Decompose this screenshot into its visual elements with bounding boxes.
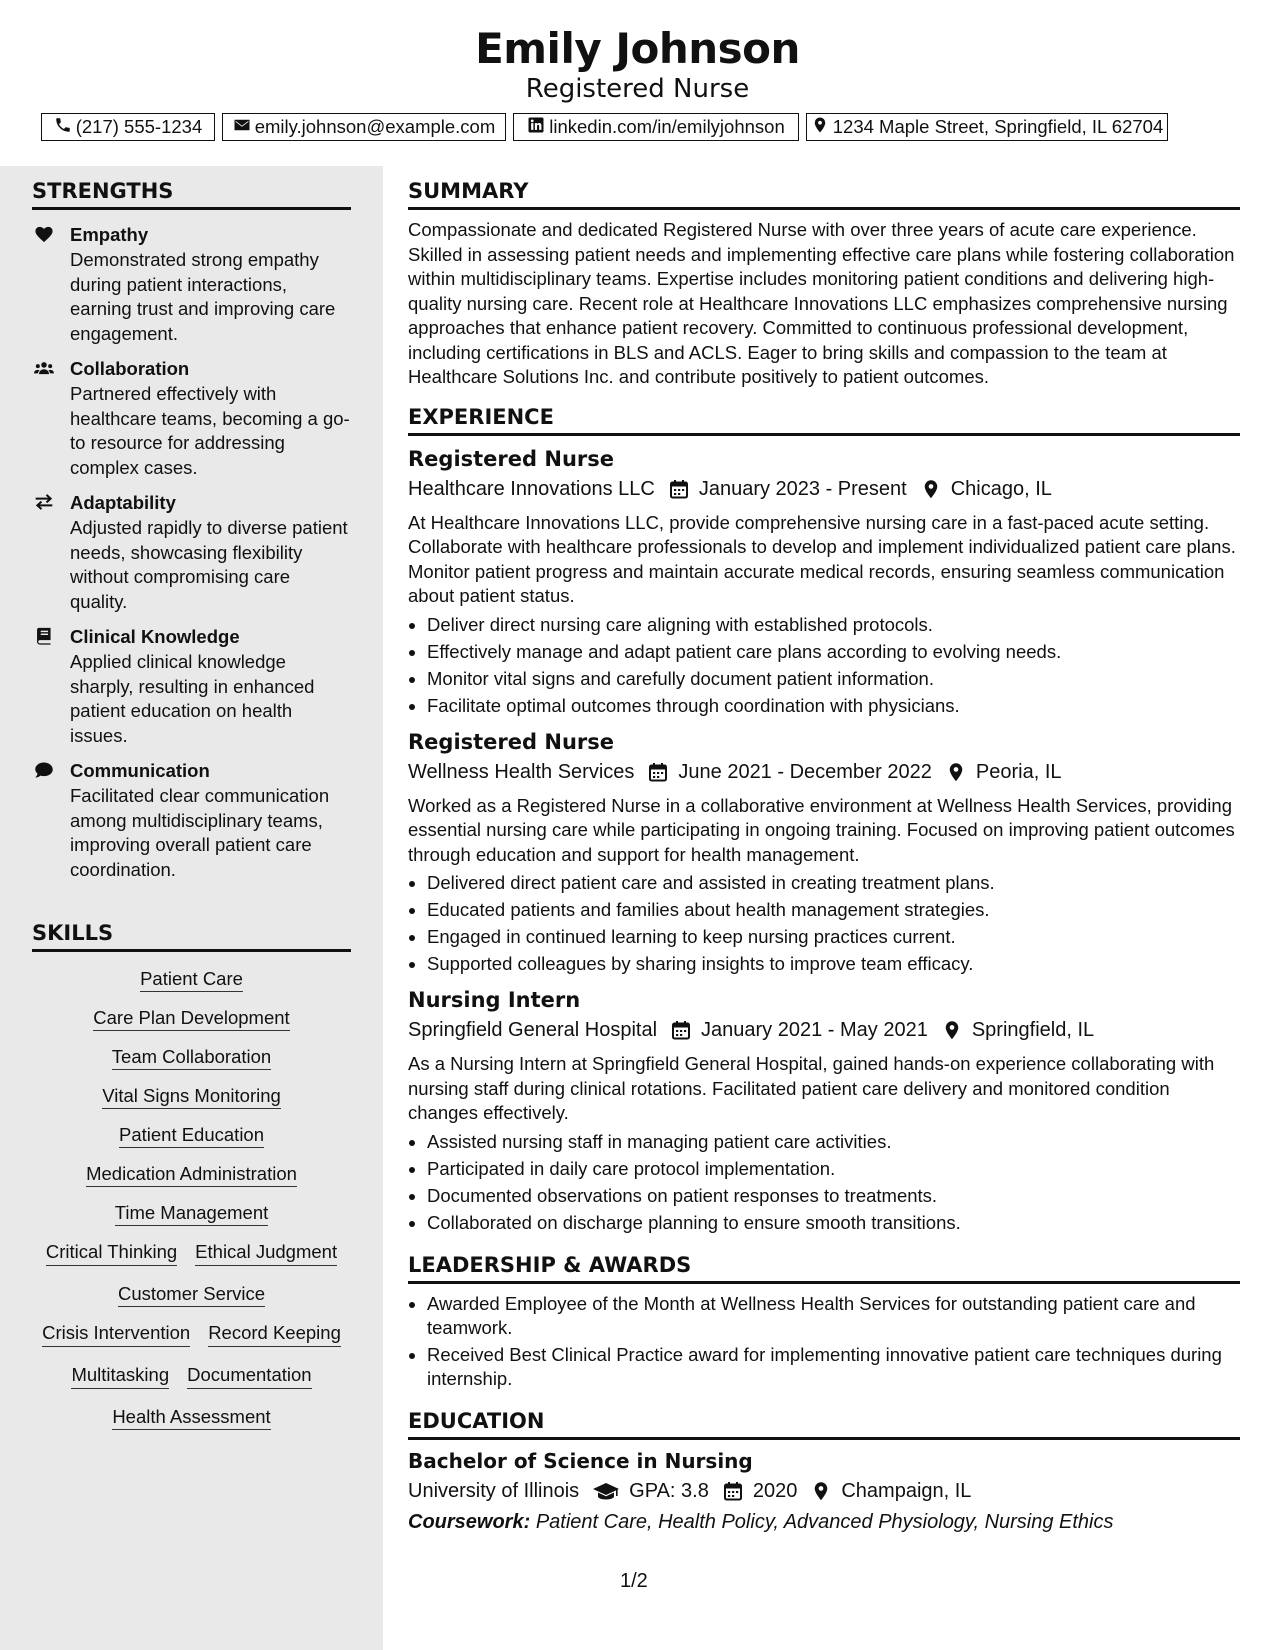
map-pin-icon xyxy=(921,479,941,499)
skill-row xyxy=(32,1046,351,1068)
education-location: Champaign, IL xyxy=(841,1479,972,1502)
contact-email-text: emily.johnson@example.com xyxy=(254,116,496,137)
calendar-icon xyxy=(648,762,668,782)
candidate-title: Registered Nurse xyxy=(525,74,750,104)
job-bullet: • Educated patients and families about health management strategies. xyxy=(427,896,1240,923)
contact-linkedin-text: linkedin.com/in/emilyjohnson xyxy=(549,116,785,137)
job-bullet: • Participated in daily care protocol implementation. xyxy=(427,1155,1240,1182)
education-year: 2020 xyxy=(752,1479,798,1502)
job-entry xyxy=(408,446,1240,719)
users-icon xyxy=(34,359,54,377)
skill-tag: Patient Care xyxy=(140,968,243,992)
awards-heading: LEADERSHIP & AWARDS xyxy=(408,1252,1240,1284)
job-description: At Healthcare Innovations LLC, provide comprehensive nursing care in a fast-paced acute setting. Collaborate with healthcare professionals to develop and implement individualized patient care plans. Monitor patient progress and maintain accurate medical records, ensuring seamless communication about patient status. xyxy=(408,511,1236,606)
strength-item xyxy=(32,490,351,614)
map-pin-icon xyxy=(942,1020,962,1040)
job-bullet: • Collaborated on discharge planning to ensure smooth transitions. xyxy=(427,1209,1240,1236)
job-bullet: • Assisted nursing staff in managing patient care activities. xyxy=(427,1128,1240,1155)
skill-tag: Time Management xyxy=(115,1202,269,1226)
strength-title: Collaboration xyxy=(70,358,190,379)
job-bullet: • Deliver direct nursing care aligning with established protocols. xyxy=(427,611,1240,638)
skill-tag: Health Assessment xyxy=(112,1406,270,1430)
award-item: • Received Best Clinical Practice award for implementing innovative patient care techniques during internship. xyxy=(427,1343,1240,1392)
job-bullet: • Supported colleagues by sharing insights to improve team efficacy. xyxy=(427,950,1240,977)
strength-title: Communication xyxy=(70,760,210,781)
book-icon xyxy=(34,627,54,645)
skill-tag: Team Collaboration xyxy=(112,1046,271,1070)
job-bullet: • Facilitate optimal outcomes through coordination with physicians. xyxy=(427,692,1240,719)
job-company: Healthcare Innovations LLC xyxy=(408,477,655,500)
job-title: Registered Nurse xyxy=(408,446,614,471)
skill-tag: Customer Service xyxy=(118,1283,265,1307)
main-content xyxy=(408,178,1240,1536)
job-bullets xyxy=(408,1128,1240,1236)
skill-tag: Critical Thinking xyxy=(46,1241,177,1266)
map-pin-icon xyxy=(811,116,829,139)
strength-desc: Facilitated clear communication among multidisciplinary teams, improving overall patient care coordination. xyxy=(70,785,330,880)
skill-row xyxy=(32,1163,351,1185)
job-location: Chicago, IL xyxy=(950,477,1052,500)
job-location: Springfield, IL xyxy=(971,1019,1095,1041)
arrows-exchange-icon xyxy=(34,493,54,511)
awards-list xyxy=(408,1292,1240,1392)
job-title: Registered Nurse xyxy=(408,729,614,754)
skill-row xyxy=(32,1202,351,1224)
job-bullet: • Engaged in continued learning to keep nursing practices current. xyxy=(427,923,1240,950)
strength-desc: Demonstrated strong empathy during patient interactions, earning trust and improving care engagement. xyxy=(70,249,336,344)
phone-icon xyxy=(54,116,72,139)
strength-item xyxy=(32,356,351,480)
education-meta xyxy=(408,1477,1240,1505)
envelope-icon xyxy=(233,116,251,139)
job-meta xyxy=(408,1016,1240,1044)
strengths-section xyxy=(32,178,351,882)
contact-address xyxy=(806,113,1168,141)
skill-tag: Crisis Intervention xyxy=(42,1322,190,1347)
job-dates: June 2021 - December 2022 xyxy=(678,760,932,783)
calendar-icon xyxy=(669,479,689,499)
strength-desc: Adjusted rapidly to diverse patient needs, showcasing flexibility without compromising care quality. xyxy=(70,517,348,612)
skill-row xyxy=(32,1007,351,1029)
job-company: Springfield General Hospital xyxy=(408,1019,658,1041)
skills-heading: SKILLS xyxy=(32,920,351,952)
school-name: University of Illinois xyxy=(408,1479,580,1502)
skill-row xyxy=(32,1085,351,1107)
job-meta xyxy=(408,758,1240,786)
job-dates: January 2023 - Present xyxy=(698,477,907,500)
graduation-cap-icon xyxy=(593,1481,619,1501)
skill-tag: Vital Signs Monitoring xyxy=(102,1085,281,1109)
education-entry xyxy=(408,1448,1240,1536)
award-item: • Awarded Employee of the Month at Wellness Health Services for outstanding patient care and teamwork. xyxy=(427,1292,1240,1341)
linkedin-icon xyxy=(527,116,545,139)
calendar-icon xyxy=(723,1481,743,1501)
strength-title: Adaptability xyxy=(70,492,176,513)
strength-item xyxy=(32,624,351,748)
strength-desc: Partnered effectively with healthcare teams, becoming a go-to resource for addressing complex cases. xyxy=(70,383,350,478)
skill-row xyxy=(32,1283,351,1305)
heart-icon xyxy=(34,225,54,243)
summary-text: Compassionate and dedicated Registered Nurse with over three years of acute care experience. Skilled in assessing patient needs and implementing effective care plans while fostering collaboration within multidisciplinary teams. Expertise includes monitoring patient conditions and delivering high-quality nursing care. Recent role at Healthcare Innovations LLC emphasizes comprehensive nursing approaches that enhance patient recovery. Committed to continuous professional development, including certifications in BLS and ACLS. Eager to bring skills and compassion to the team at Healthcare Solutions Inc. and contribute positively to patient outcomes. xyxy=(408,219,1235,387)
job-bullet: • Effectively manage and adapt patient care plans according to evolving needs. xyxy=(427,638,1240,665)
strength-item xyxy=(32,222,351,346)
page-number: 1/2 xyxy=(620,1570,648,1592)
strength-desc: Applied clinical knowledge sharply, resulting in enhanced patient education on health issues. xyxy=(70,651,315,746)
skill-tag: Ethical Judgment xyxy=(195,1241,337,1266)
education-gpa: GPA: 3.8 xyxy=(629,1479,709,1502)
experience-heading: EXPERIENCE xyxy=(408,404,1240,436)
job-bullet: • Delivered direct patient care and assisted in creating treatment plans. xyxy=(427,869,1240,896)
job-bullets xyxy=(408,869,1240,977)
degree-title: Bachelor of Science in Nursing xyxy=(408,1448,753,1473)
sidebar xyxy=(0,166,383,1650)
job-title: Nursing Intern xyxy=(408,988,581,1012)
job-location: Peoria, IL xyxy=(975,760,1062,783)
contact-address-text: 1234 Maple Street, Springfield, IL 62704 xyxy=(832,116,1164,137)
map-pin-icon xyxy=(811,1481,831,1501)
skills-list xyxy=(32,968,351,1428)
calendar-icon xyxy=(671,1020,691,1040)
summary-heading: SUMMARY xyxy=(408,178,1240,210)
skill-tag: Record Keeping xyxy=(208,1322,341,1347)
job-entry xyxy=(408,987,1240,1236)
map-pin-icon xyxy=(946,762,966,782)
candidate-name: Emily Johnson xyxy=(475,24,800,73)
skill-tag: Multitasking xyxy=(71,1364,169,1389)
skills-section xyxy=(32,920,351,1428)
skill-row xyxy=(32,1124,351,1146)
skill-tag: Medication Administration xyxy=(86,1163,297,1187)
contact-row xyxy=(41,113,1231,141)
education-heading: EDUCATION xyxy=(408,1408,1240,1440)
job-bullet: • Documented observations on patient responses to treatments. xyxy=(427,1182,1240,1209)
skill-tag: Care Plan Development xyxy=(93,1007,289,1031)
job-entry xyxy=(408,729,1240,978)
strength-item xyxy=(32,758,351,882)
job-dates: January 2021 - May 2021 xyxy=(701,1019,928,1041)
comment-icon xyxy=(34,761,54,779)
contact-linkedin[interactable] xyxy=(513,113,799,141)
coursework-label: Coursework: xyxy=(408,1510,531,1533)
strengths-heading: STRENGTHS xyxy=(32,178,351,210)
strength-title: Empathy xyxy=(70,224,149,245)
skill-row xyxy=(32,968,351,990)
coursework xyxy=(408,1508,1240,1536)
contact-phone[interactable] xyxy=(41,113,215,141)
strength-title: Clinical Knowledge xyxy=(70,626,240,647)
job-description: Worked as a Registered Nurse in a collaborative environment at Wellness Health Services, providing essential nursing care while participating in ongoing training. Focused on improving patient outcomes through education and support for health management. xyxy=(408,794,1235,865)
job-meta xyxy=(408,475,1240,503)
contact-phone-text: (217) 555-1234 xyxy=(75,116,203,137)
coursework-list: Patient Care, Health Policy, Advanced Physiology, Nursing Ethics xyxy=(535,1510,1114,1533)
resume-header xyxy=(0,0,1275,104)
job-bullet: • Monitor vital signs and carefully document patient information. xyxy=(427,665,1240,692)
skill-tag: Documentation xyxy=(187,1364,311,1389)
job-company: Wellness Health Services xyxy=(408,760,635,783)
job-bullets xyxy=(408,611,1240,719)
skill-tag: Patient Education xyxy=(119,1124,264,1148)
skill-row xyxy=(32,1406,351,1428)
job-description: As a Nursing Intern at Springfield General Hospital, gained hands-on experience collaborating with nursing staff during clinical rotations. Facilitated patient care delivery and monitored condition changes effectively. xyxy=(408,1053,1215,1123)
contact-email[interactable] xyxy=(222,113,506,141)
